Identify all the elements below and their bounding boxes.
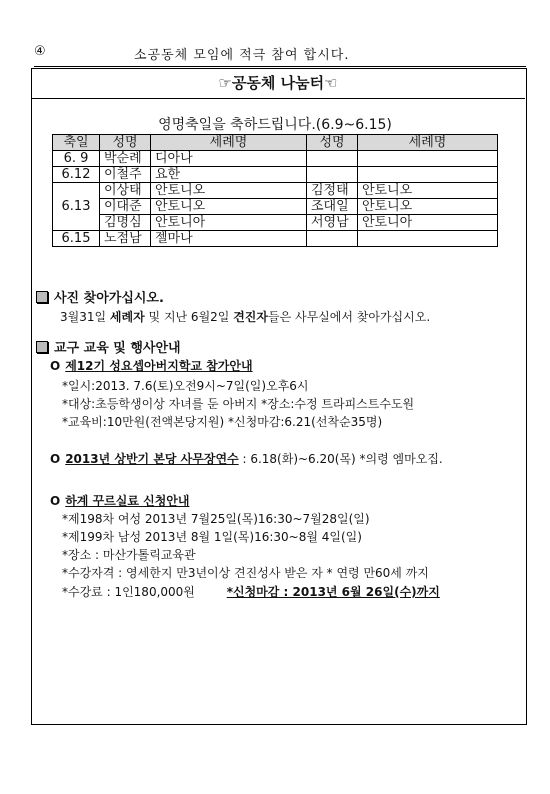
photos-heading [36,287,164,306]
photos-bold-1: 세례자 [109,310,145,324]
event-2-title [50,452,239,466]
table-row [53,215,498,231]
person-name: 김정태 [307,183,358,199]
table-row [53,151,498,167]
col-header-date: 축일 [53,135,100,151]
event-2-title-text: 2013년 상반기 본당 사무장연수 [65,452,239,466]
baptismal-name [358,231,498,247]
col-header-name-2: 성명 [307,135,358,151]
baptismal-name: 안토니오 [151,183,307,199]
feast-subtitle: 영명축일을 축하드립니다.(6.9~6.15) [158,117,392,133]
event-3-line: *수강자격 : 영세한지 만3년이상 견진성사 받은 자 * 연령 만60세 까지 [62,566,429,580]
photos-heading-text: 사진 찾아가십시오. [54,291,164,306]
photos-notice [60,308,430,325]
event-2-details: : 6.18(화)~6.20(목) *의령 엠마오집. [238,452,443,466]
baptismal-name: 안토니오 [358,183,498,199]
event-3-line: *제199차 남성 2013년 8월 1일(목)16:30~8월 4일(일) [62,530,362,544]
circle-bullet-icon: O [50,452,61,466]
person-name: 이상태 [100,183,151,199]
event-3-fee: *수강료 : 1인180,000원 [62,585,195,599]
event-2 [50,450,443,467]
photos-text-3: 들은 사무실에서 찾아가십시오. [268,310,431,324]
event-1-line: *일시:2013. 7.6(토)오전9시~7일(일)오후6시 [62,379,309,393]
feast-date: 6.12 [53,167,100,183]
photos-text-2: 및 지난 6월2일 [148,310,230,324]
person-name: 조대일 [307,199,358,215]
col-header-baptismal-1: 세례명 [151,135,307,151]
table-row [53,199,498,215]
page-number: ④ [34,44,46,59]
circle-bullet-icon: O [50,359,61,373]
section-title: ☞공동체 나눔터☜ [31,68,525,99]
baptismal-name [358,151,498,167]
event-3-line: *장소 : 마산가톨릭교육관 [62,548,196,562]
person-name: 이대준 [100,199,151,215]
event-3-title [50,492,189,509]
person-name: 노점남 [100,231,151,247]
events-heading-text: 교구 교육 및 행사안내 [54,341,181,356]
photos-text-1: 3월31일 [60,310,107,324]
page-header [34,44,526,62]
baptismal-name: 안토니오 [358,199,498,215]
table-row [53,231,498,247]
baptismal-name: 안토니아 [151,215,307,231]
event-3-title-text: 하계 꾸르실료 신청안내 [65,494,190,508]
circle-bullet-icon: O [50,494,61,508]
person-name: 김명심 [100,215,151,231]
event-1-line: *교육비:10만원(전액본당지원) *신청마감:6.21(선착순35명) [62,415,383,429]
col-header-name-1: 성명 [100,135,151,151]
event-1-line: *대상:초등학생이상 자녀를 둔 아버지 *장소:수정 트라피스트수도원 [62,397,415,411]
person-name: 박순례 [100,151,151,167]
person-name [307,167,358,183]
person-name [307,151,358,167]
event-1-title [50,357,253,374]
event-3-deadline: *신청마감 : 2013년 6월 26일(수)까지 [226,585,440,599]
table-row [53,167,498,183]
feast-date: 6.13 [53,183,100,231]
square-bullet-icon [36,291,48,303]
baptismal-name: 젤마나 [151,231,307,247]
feast-date: 6. 9 [53,151,100,167]
square-bullet-icon [36,341,48,353]
events-heading [36,337,181,356]
event-3-fee-line [62,583,440,600]
header-divider [34,66,526,67]
baptismal-name: 디아나 [151,151,307,167]
person-name: 이철주 [100,167,151,183]
event-1-title-text: 제12기 성요셉아버지학교 참가안내 [65,359,253,373]
feast-table [52,134,498,247]
table-row [53,183,498,199]
feast-date: 6.15 [53,231,100,247]
baptismal-name: 안토니오 [151,199,307,215]
person-name: 서영남 [307,215,358,231]
baptismal-name [358,167,498,183]
person-name [307,231,358,247]
photos-bold-2: 견진자 [233,310,268,324]
col-header-baptismal-2: 세례명 [358,135,498,151]
feast-header-row [53,135,498,151]
baptismal-name: 안토니아 [358,215,498,231]
event-3-line: *제198차 여성 2013년 7월25일(목)16:30~7월28일(일) [62,512,370,526]
header-motto: 소공동체 모임에 적극 참여 합시다. [134,48,350,63]
baptismal-name: 요한 [151,167,307,183]
